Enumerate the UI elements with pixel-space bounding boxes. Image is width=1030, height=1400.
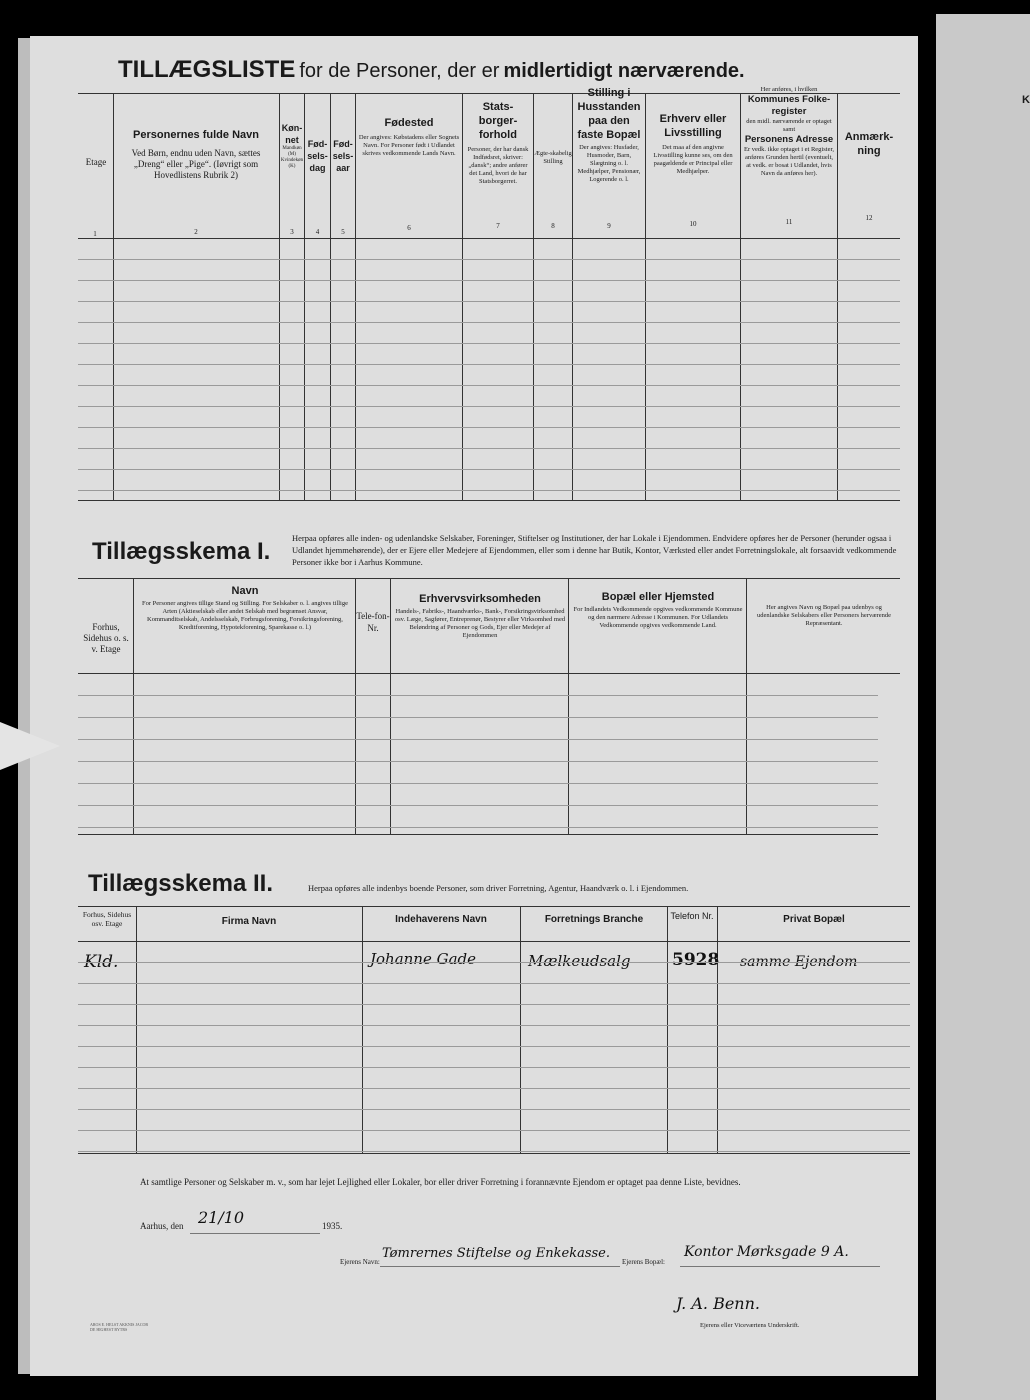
skema1-intro: Herpaa opføres alle inden- og udenlandske Selskaber, Foreninger, Stiftelser og Institutioner, der har Lokale i Ejendommen. Endvidere opføres her de Personer (herunder ogsaa i Udlandet hjemmehørende), der er Ejere eller Medejere af Ejendommen, eller som i denne har Butik, Kontor, Værksted eller andet Forretningslokale, alt forsaavidt vedkommende Personer ikke bor i Aarhus Kommune. — [292, 533, 897, 567]
skema2-row-line — [78, 1088, 910, 1089]
attest-city: Aarhus, den — [140, 1221, 184, 1231]
attest-text: At samtlige Personer og Selskaber m. v., som har lejet Lejlighed eller Lokaler, bor eller driver Forretning i forannævnte Ejendom er optaget paa denne Liste, bevidnes. — [140, 1177, 741, 1187]
attest-year: 1935. — [322, 1221, 343, 1231]
table1-row-line — [78, 469, 900, 470]
row1-bopael: samme Ejendom — [740, 954, 858, 970]
skema2-row-line — [78, 1046, 910, 1047]
s1-col5-header: Bopæl eller Hjemsted For Indlandets Vedkommende opgives vedkommende Kommune og den nærmere Adresse i Kommunen. For Udlandets Vedkommende opgives vedkommende Land. — [573, 591, 743, 629]
s1-col1-header: Forhus, Sidehus o. s. v. Etage — [83, 622, 129, 654]
table1-row-line — [78, 427, 900, 428]
t1-col7-header: Stats-borger-forhold Personer, der har dansk Indfødsret, skriver: „dansk“; andre anfører det Land, hvori de har Statsborgerret. — [467, 101, 529, 185]
t1-col4-header: Fød-sels-dag — [307, 139, 328, 173]
printer-mark: AROS E. HELST AKKNIS JACOB DE HIGHEST BYTRS — [90, 1322, 149, 1332]
owner-name: Tømrernes Stiftelse og Enkekasse. — [382, 1246, 610, 1261]
colnum-5: 5 — [341, 228, 345, 236]
skema1-title: Tillægsskema I. — [92, 538, 271, 565]
owner-name-label: Ejerens Navn: — [340, 1258, 380, 1266]
row1-branche: Mælkeudsalg — [528, 952, 631, 970]
skema2-row-line — [78, 983, 910, 984]
colnum-3: 3 — [290, 228, 294, 236]
attest-date: 21/10 — [198, 1208, 245, 1227]
skema1-row-line — [78, 717, 878, 718]
colnum-10: 10 — [689, 220, 697, 228]
skema1-row-line — [78, 783, 878, 784]
colnum-6: 6 — [407, 224, 411, 232]
skema1-row-line — [78, 761, 878, 762]
t1-col1-header: Etage — [85, 157, 107, 167]
skema2-row-line — [78, 1004, 910, 1005]
title-rest: for de Personer, der er — [299, 60, 500, 82]
colnum-1: 1 — [93, 230, 97, 238]
skema2-row-line — [78, 962, 910, 963]
form-page — [30, 36, 918, 1376]
t1-col5-header: Fød-sels-aar — [332, 139, 354, 173]
table1-row-line — [78, 406, 900, 407]
skema1-row-line — [78, 827, 878, 828]
table1-row-line — [78, 364, 900, 365]
colnum-2: 2 — [194, 228, 198, 236]
row1-etage: Kld. — [84, 952, 119, 972]
table1-row-line — [78, 280, 900, 281]
skema1-row-line — [78, 739, 878, 740]
table1-row-line — [78, 343, 900, 344]
page-title — [118, 56, 745, 84]
skema2-intro: Herpaa opføres alle indenbys boende Personer, som driver Forretning, Agentur, Haandværk o. l. i Ejendommen. — [308, 883, 689, 893]
table1-row-line — [78, 385, 900, 386]
colnum-4: 4 — [315, 228, 320, 236]
t1-col9-header: Stilling i Husstanden paa den faste Bopæl Der angives: Husfader, Husmoder, Barn, Slægtning o. l. Medhjælper, Pensionær, Logerende o. l. — [577, 87, 641, 183]
title-rest-bold: midlertidigt nærværende. — [503, 60, 745, 82]
skema2-title: Tillægsskema II. — [88, 870, 273, 897]
colnum-7: 7 — [496, 222, 500, 230]
adjacent-page — [936, 14, 1030, 1400]
skema2-row-line — [78, 1067, 910, 1068]
skema2-row-line — [78, 1025, 910, 1026]
skema2-row-line — [78, 1130, 910, 1131]
colnum-11: 11 — [785, 218, 793, 226]
t1-col11-header: Her anføres, i hvilken Kommunes Folke-register den midl. nærværende er optaget samt Personens Adresse Er vedk. ikke optaget i et Register, anføres Grunden hertil (eventuelt, at vedk. er bosat i Udlandet, hvis Navn da anføres her). — [744, 86, 834, 177]
signature: J. A. Benn. — [676, 1294, 760, 1313]
table1-row-line — [78, 322, 900, 323]
table1-row-line — [78, 301, 900, 302]
s2-col1-header: Forhus, Sidehus osv. Etage — [82, 910, 132, 928]
table1-row-line — [78, 448, 900, 449]
adjacent-page-letter: K — [1022, 94, 1030, 106]
skema2-row-line — [78, 1109, 910, 1110]
thumb-shape — [0, 722, 60, 770]
row1-telefon: 5928 — [672, 950, 720, 970]
t1-col3-header: Køn-net Mandkøn (M) Kvindekøn (K) — [280, 123, 304, 169]
table1-row-line — [78, 490, 900, 491]
colnum-8: 8 — [551, 222, 555, 230]
colnum-9: 9 — [607, 222, 611, 230]
row1-indehaver: Johanne Gade — [370, 950, 477, 968]
t1-col12-header: Anmærk-ning — [844, 131, 894, 157]
colnum-12: 12 — [865, 214, 873, 222]
owner-address: Kontor Mørksgade 9 A. — [684, 1244, 849, 1260]
s1-col3-header: Tele-fon-Nr. — [356, 611, 390, 633]
signature-label: Ejerens eller Viceværtens Underskrift. — [700, 1322, 800, 1329]
s2-col3-header: Indehaverens Navn — [395, 914, 487, 925]
s1-col2-header: Navn For Personer angives tillige Stand og Stilling. For Selskaber o. l. angives tillige Arten (Aktieselskab eller andet Selskab med begrænset Ansvar, Kommanditselskab, Andelsselskab, Forbrugsforening, Forsikringsforening, Kreditforening, Hypotekforening, Sparekasse o. l.) — [142, 585, 348, 631]
s2-col6-header: Privat Bopæl — [783, 914, 845, 925]
t1-col6-header: Fødested Der angives: Købstadens eller Sognets Navn. For Personer født i Udlandet skrives vedkommende Lands Navn. — [358, 117, 460, 157]
skema1-row-line — [78, 805, 878, 806]
table1-row-line — [78, 259, 900, 260]
skema2-row-line — [78, 1151, 910, 1152]
skema1-row-line — [78, 695, 878, 696]
s1-col4-header: Erhvervsvirksomheden Handels-, Fabriks-, Haandværks-, Bank-, Forsikringsvirksomhed osv. Læge, Sagfører, Entreprenør, Bestyrer eller Virksomhed med Beløndring af Personer og Gods, Ejer eller Medejer af Ejendommen — [394, 593, 566, 639]
s1-col6-header: Her angives Navn og Bopæl paa udenbys og udenlandske Selskabers eller Personers herværende Repræsentant. — [757, 604, 891, 627]
owner-address-label: Ejerens Bopæl: — [622, 1258, 665, 1266]
t1-col2-header: Personernes fulde Navn Ved Børn, endnu uden Navn, sættes „Dreng“ eller „Pige“. (Iøvrigt som Hovedlistens Rubrik 2) — [131, 129, 261, 180]
s2-col5-header: Telefon Nr. — [670, 911, 714, 921]
title-main: TILLÆGSLISTE — [118, 56, 296, 83]
s2-col2-header: Firma Navn — [221, 916, 277, 927]
s2-col4-header: Forretnings Branche — [544, 914, 644, 925]
t1-col8-header: Ægte-skabelig Stilling — [534, 150, 572, 165]
t1-col10-header: Erhverv eller Livsstilling Det maa af den angivne Livsstilling kunne ses, om den paagældende er Principal eller Medhjælper. — [653, 113, 733, 175]
